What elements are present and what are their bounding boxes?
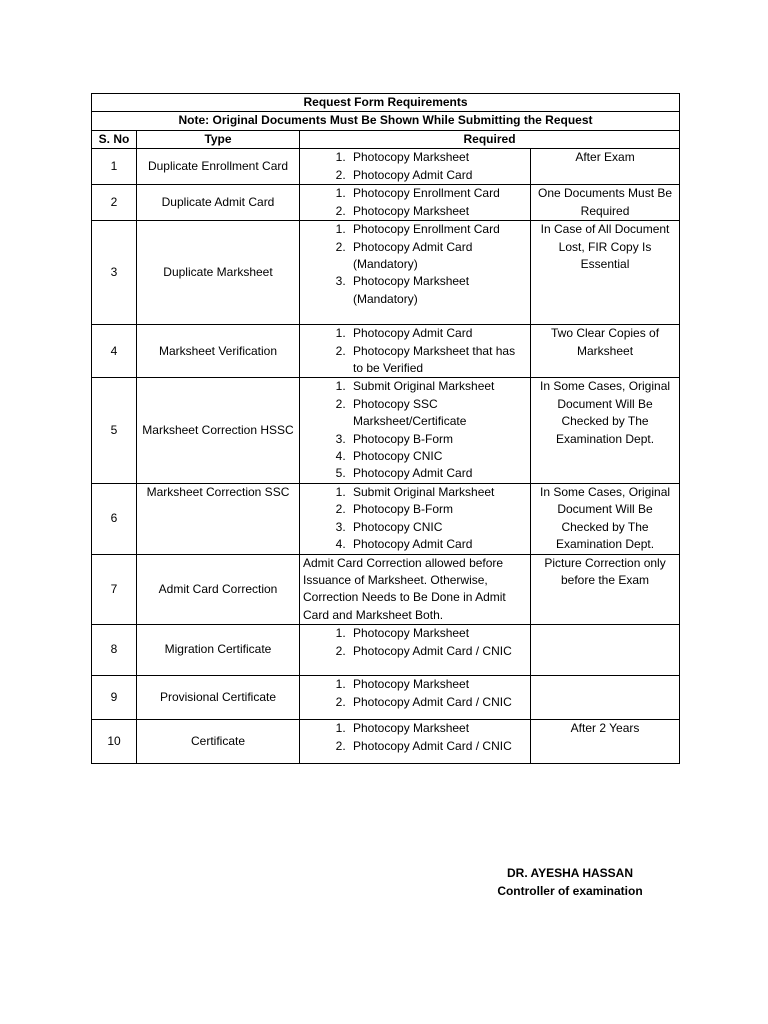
row-required xyxy=(300,720,531,764)
signatory-title: Controller of examination xyxy=(497,884,643,898)
row-remark: In Some Cases, Original Document Will Be Checked by The Examination Dept. xyxy=(531,378,680,483)
row-required xyxy=(300,676,531,720)
table-row xyxy=(92,720,680,764)
row-required xyxy=(300,483,531,554)
row-type: Provisional Certificate xyxy=(137,676,300,720)
row-type: Marksheet Correction SSC xyxy=(137,483,300,554)
row-remark xyxy=(531,676,680,720)
required-item: 5. Photocopy Admit Card xyxy=(349,465,527,482)
row-sno: 10 xyxy=(92,720,137,764)
row-required xyxy=(300,625,531,676)
required-list xyxy=(303,676,527,711)
required-item: 1. Photocopy Admit Card xyxy=(349,325,527,342)
table-row xyxy=(92,325,680,378)
required-list xyxy=(303,149,527,184)
required-list xyxy=(303,720,527,755)
required-item: 2. Photocopy Marksheet that has to be Verified xyxy=(349,343,527,378)
required-item: 1. Photocopy Marksheet xyxy=(349,149,527,166)
header-type: Type xyxy=(137,130,300,148)
row-remark: After Exam xyxy=(531,149,680,185)
row-required xyxy=(300,378,531,483)
row-required xyxy=(300,149,531,185)
row-remark: One Documents Must Be Required xyxy=(531,185,680,221)
required-item: 1. Submit Original Marksheet xyxy=(349,378,527,395)
row-type: Duplicate Marksheet xyxy=(137,221,300,325)
table-row xyxy=(92,185,680,221)
required-item: 2. Photocopy B-Form xyxy=(349,501,527,518)
row-type: Duplicate Enrollment Card xyxy=(137,149,300,185)
row-sno: 9 xyxy=(92,676,137,720)
required-list xyxy=(303,378,527,482)
signature-block xyxy=(480,864,660,900)
row-type: Marksheet Verification xyxy=(137,325,300,378)
signatory-name: DR. AYESHA HASSAN xyxy=(506,866,634,880)
row-remark xyxy=(531,625,680,676)
table-row xyxy=(92,378,680,483)
row-type: Migration Certificate xyxy=(137,625,300,676)
required-item: 2. Photocopy SSC Marksheet/Certificate xyxy=(349,396,527,431)
row-required xyxy=(300,221,531,325)
header-sno: S. No xyxy=(92,130,137,148)
table-row xyxy=(92,554,680,625)
row-remark: In Case of All Document Lost, FIR Copy Is Essential xyxy=(531,221,680,325)
row-required: Admit Card Correction allowed before Issuance of Marksheet. Otherwise, Correction Needs to Be Done in Admit Card and Marksheet Both. xyxy=(300,554,531,625)
required-item: 1. Photocopy Marksheet xyxy=(349,676,527,693)
row-remark: After 2 Years xyxy=(531,720,680,764)
required-item: 3. Photocopy Marksheet (Mandatory) xyxy=(349,273,527,308)
row-sno: 7 xyxy=(92,554,137,625)
row-required xyxy=(300,185,531,221)
row-sno: 4 xyxy=(92,325,137,378)
row-type: Marksheet Correction HSSC xyxy=(137,378,300,483)
table-row xyxy=(92,483,680,554)
row-sno: 6 xyxy=(92,483,137,554)
table-title: Request Form Requirements xyxy=(92,94,680,112)
row-remark: In Some Cases, Original Document Will Be Checked by The Examination Dept. xyxy=(531,483,680,554)
row-type: Duplicate Admit Card xyxy=(137,185,300,221)
row-type: Admit Card Correction xyxy=(137,554,300,625)
row-sno: 2 xyxy=(92,185,137,221)
required-item: 1. Photocopy Enrollment Card xyxy=(349,185,527,202)
required-item: 1. Submit Original Marksheet xyxy=(349,484,527,501)
required-list xyxy=(303,221,527,308)
required-item: 2. Photocopy Admit Card / CNIC xyxy=(349,643,527,660)
required-item: 3. Photocopy B-Form xyxy=(349,431,527,448)
required-item: 2. Photocopy Admit Card / CNIC xyxy=(349,738,527,755)
row-sno: 8 xyxy=(92,625,137,676)
required-item: 3. Photocopy CNIC xyxy=(349,519,527,536)
required-item: 2. Photocopy Admit Card xyxy=(349,167,527,184)
row-remark: Two Clear Copies of Marksheet xyxy=(531,325,680,378)
required-list xyxy=(303,484,527,554)
row-sno: 3 xyxy=(92,221,137,325)
required-item: 4. Photocopy CNIC xyxy=(349,448,527,465)
required-list xyxy=(303,325,527,377)
header-required: Required xyxy=(300,130,680,148)
table-row xyxy=(92,149,680,185)
row-sno: 5 xyxy=(92,378,137,483)
table-row xyxy=(92,221,680,325)
row-remark: Picture Correction only before the Exam xyxy=(531,554,680,625)
required-list xyxy=(303,625,527,660)
required-item: 2. Photocopy Admit Card (Mandatory) xyxy=(349,239,527,274)
row-type: Certificate xyxy=(137,720,300,764)
table-row xyxy=(92,676,680,720)
required-item: 2. Photocopy Admit Card / CNIC xyxy=(349,694,527,711)
required-item: 1. Photocopy Enrollment Card xyxy=(349,221,527,238)
required-item: 2. Photocopy Marksheet xyxy=(349,203,527,220)
row-required xyxy=(300,325,531,378)
table-row xyxy=(92,625,680,676)
required-item: 1. Photocopy Marksheet xyxy=(349,720,527,737)
required-list xyxy=(303,185,527,220)
row-sno: 1 xyxy=(92,149,137,185)
table-note: Note: Original Documents Must Be Shown While Submitting the Request xyxy=(92,112,680,130)
required-item: 4. Photocopy Admit Card xyxy=(349,536,527,553)
required-item: 1. Photocopy Marksheet xyxy=(349,625,527,642)
requirements-table xyxy=(91,93,680,764)
